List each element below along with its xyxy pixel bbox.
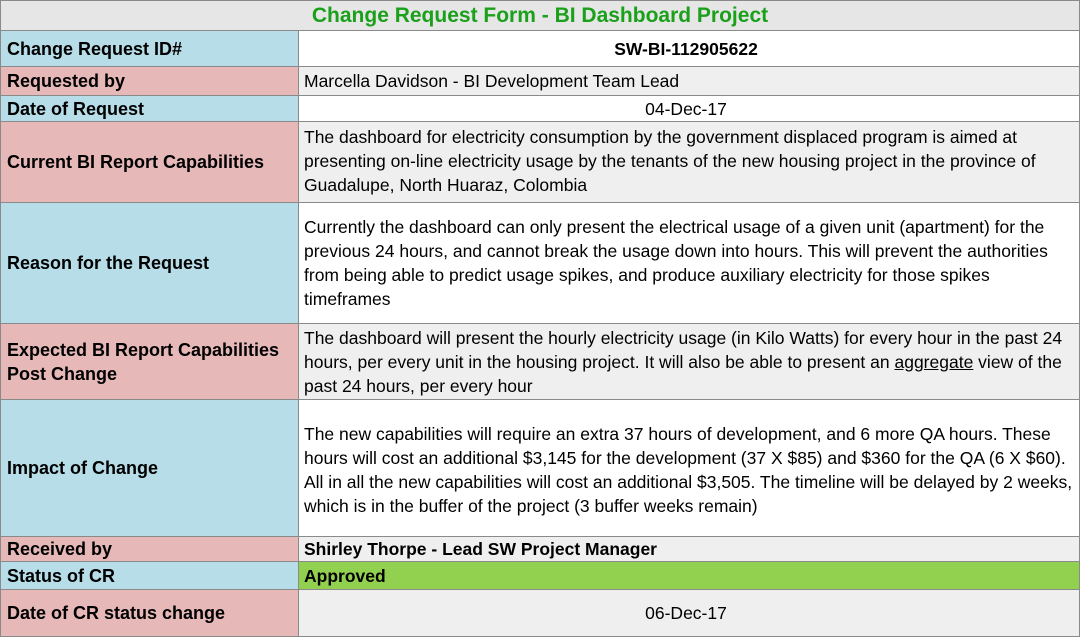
aggregate-term: aggregate — [894, 352, 974, 372]
received-by-value: Shirley Thorpe - Lead SW Project Manager — [299, 537, 1079, 561]
cr-id-label: Change Request ID# — [1, 31, 299, 66]
expected-capabilities-value — [299, 324, 1079, 399]
row-cr-id — [1, 31, 1079, 67]
expected-capabilities-label: Expected BI Report Capabilities Post Change — [1, 324, 299, 399]
status-label: Status of CR — [1, 562, 299, 589]
reason-value: Currently the dashboard can only present the electrical usage of a given unit (apartment) for the previous 24 hours, and cannot break the usage down into hours. This will prevent the authorities from being able to predict usage spikes, and produce auxiliary electricity for those spikes timeframes — [299, 203, 1079, 323]
impact-value: The new capabilities will require an extra 37 hours of development, and 6 more QA hours. These hours will cost an additional $3,145 for the development (37 X $85) and $360 for the QA (6 X $60). All in all the new capabilities will cost an additional $3,505. The timeline will be delayed by 2 weeks, which is in the buffer of the project (3 buffer weeks remain) — [299, 400, 1079, 536]
row-status — [1, 562, 1079, 590]
requested-by-label: Requested by — [1, 67, 299, 95]
current-capabilities-value: The dashboard for electricity consumption by the government displaced program is aimed at presenting on-line electricity usage by the tenants of the new housing project in the province of Guadalupe, North Huaraz, Colombia — [299, 122, 1079, 202]
status-change-date-value: 06-Dec-17 — [299, 590, 1079, 636]
reason-label: Reason for the Request — [1, 203, 299, 323]
received-by-label: Received by — [1, 537, 299, 561]
form-title: Change Request Form - BI Dashboard Project — [1, 1, 1079, 31]
impact-label: Impact of Change — [1, 400, 299, 536]
requested-by-value: Marcella Davidson - BI Development Team Lead — [299, 67, 1079, 95]
status-change-date-label: Date of CR status change — [1, 590, 299, 636]
row-date-of-request — [1, 96, 1079, 122]
cr-id-value: SW-BI-112905622 — [299, 31, 1079, 66]
row-current-capabilities — [1, 122, 1079, 203]
status-value: Approved — [299, 562, 1079, 589]
current-capabilities-label: Current BI Report Capabilities — [1, 122, 299, 202]
row-expected-capabilities — [1, 324, 1079, 400]
date-of-request-value: 04-Dec-17 — [299, 96, 1079, 121]
row-reason — [1, 203, 1079, 324]
row-impact — [1, 400, 1079, 537]
row-status-change-date — [1, 590, 1079, 636]
expected-capabilities-text-before: The dashboard will present the hourly electricity usage (in Kilo Watts) for every hour in the past 24 hours, per every unit in the housing project. It will also be able to present an — [304, 328, 1063, 372]
date-of-request-label: Date of Request — [1, 96, 299, 121]
expected-capabilities-text-after: view of the past 24 hours, per every hour — [304, 352, 1062, 396]
row-received-by — [1, 537, 1079, 562]
row-requested-by — [1, 67, 1079, 96]
